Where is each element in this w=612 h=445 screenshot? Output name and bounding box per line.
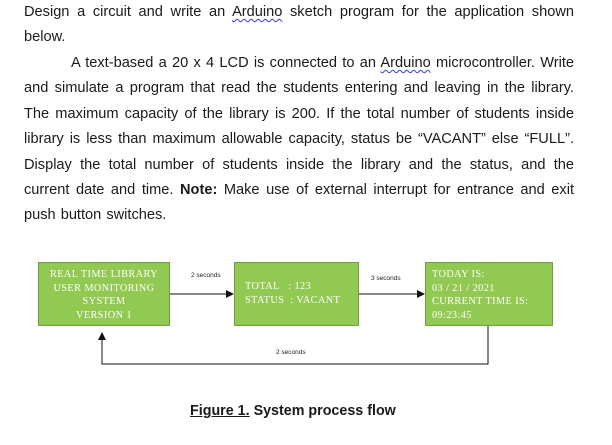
figure-label: Figure 1.: [190, 403, 250, 419]
question-body: [24, 51, 574, 229]
arrow-loop-back: [102, 326, 488, 364]
timing-label: 2 seconds: [191, 272, 221, 279]
body-text-start: A text-based a 20 x 4 LCD is connected to an: [71, 55, 381, 71]
arduino-keyword: Arduino: [380, 55, 431, 71]
question-intro: [24, 0, 574, 51]
lcd-line: TODAY IS:: [432, 269, 485, 280]
lcd-screen-status: [234, 262, 359, 326]
body-text-main: microcontroller. Write and simulate a program that read the students entering and leaving in the library. The maximum capacity of the library is 200. If the total number of students inside library is less than maximum allowable capacity, status be “VACANT” else “FULL”. Display the total number of students inside the library and the status, and the current date and time.: [24, 55, 574, 199]
lcd-line: REAL TIME LIBRARY: [49, 269, 159, 280]
figure-title: System process flow: [249, 403, 396, 419]
lcd-line: SYSTEM: [82, 296, 126, 308]
figure-caption: [190, 403, 396, 419]
lcd-line: 09:23:45: [432, 309, 472, 321]
note-text: Make use of external interrupt for entrance and exit push button switches.: [24, 182, 574, 224]
lcd-line: TOTAL : 123: [245, 281, 312, 292]
lcd-screen-datetime: [425, 262, 553, 326]
timing-label: 2 seconds: [276, 349, 306, 356]
lcd-line: VERSION 1: [76, 309, 132, 321]
lcd-screen-welcome: [38, 262, 170, 326]
lcd-line: CURRENT TIME IS:: [432, 296, 529, 308]
intro-text-start: Design a circuit and write an: [24, 4, 233, 20]
timing-label: 3 seconds: [371, 275, 401, 282]
note-label: Note:: [180, 182, 218, 199]
lcd-line: USER MONITORING: [53, 282, 155, 294]
arduino-keyword: Arduino: [232, 4, 283, 20]
lcd-line: STATUS : VACANT: [245, 294, 341, 306]
intro-text-end: sketch program for the application shown below.: [24, 4, 574, 46]
lcd-line: 03 / 21 / 2021: [432, 282, 495, 294]
